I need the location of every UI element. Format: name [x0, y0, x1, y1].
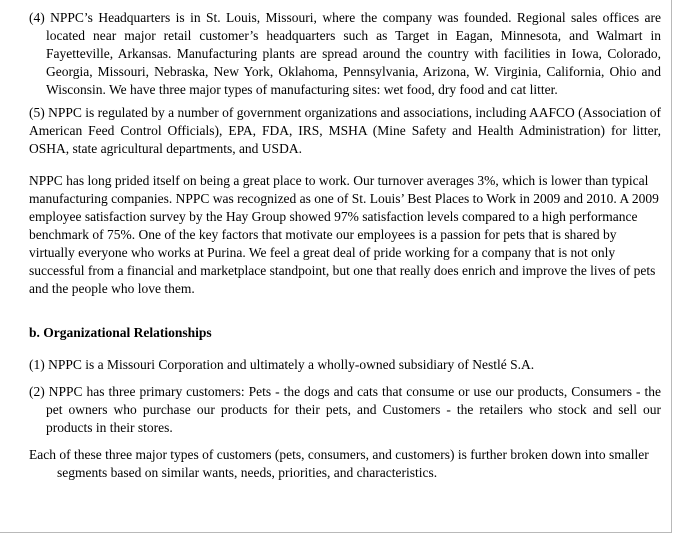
- paragraph-1: [29, 356, 661, 374]
- section-heading-organizational-relationships: b. Organizational Relationships: [29, 325, 212, 340]
- paragraph-2-text: NPPC has three primary customers: Pets - the dogs and cats that consume or use our products, Consumers - the pet owners who purchase our products for their pets, and Customers - the retailers who stock and sell our products in their stores.: [46, 384, 662, 435]
- list-marker-1: (1): [29, 357, 45, 372]
- paragraph-4: [29, 9, 661, 99]
- closing-paragraph: Each of these three major types of customers (pets, consumers, and customers) is further broken down into smaller segments based on similar wants, needs, priorities, and characteristics.: [29, 447, 649, 480]
- paragraph-2: [29, 383, 661, 437]
- paragraph-4-text: NPPC’s Headquarters is in St. Louis, Missouri, where the company was founded. Regional sales offices are located near major retail customer’s headquarters such as Target in Eagan, Minnesota, and Walmart in Fayetteville, Arkansas. Manufacturing plants are spread around the country with facilities in Iowa, Colorado, Georgia, Missouri, Nebraska, New York, Oklahoma, Pennsylvania, Arizona, W. Virginia, California, Ohio and Wisconsin. We have three major types of manufacturing sites: wet food, dry food and cat litter.: [46, 10, 661, 97]
- list-marker-4: (4): [29, 10, 45, 25]
- culture-paragraph: NPPC has long prided itself on being a great place to work. Our turnover averages 3%, which is lower than typical manufacturing companies. NPPC was recognized as one of St. Louis’ Best Places to Work in 2009 and 2010. A 2009 employee satisfaction survey by the Hay Group showed 97% satisfaction levels compared to a high performance benchmark of 75%. One of the key factors that motivate our employees is a passion for pets that is shared by virtually everyone who works at Purina. We feel a great deal of pride working for a company that is not only successful from a financial and marketplace standpoint, but one that really does enrich and improve the lives of pets and the people who love them.: [29, 173, 659, 296]
- paragraph-1-text: NPPC is a Missouri Corporation and ultimately a wholly-owned subsidiary of Nestlé S.A.: [48, 357, 535, 372]
- list-marker-5: (5): [29, 105, 45, 120]
- paragraph-5-text: NPPC is regulated by a number of government organizations and associations, including AAFCO (Association of American Feed Control Officials), EPA, FDA, IRS, MSHA (Mine Safety and Health Administration) for litter, OSHA, state agricultural departments, and USDA.: [29, 105, 662, 156]
- paragraph-5: [29, 104, 661, 158]
- list-marker-2: (2): [29, 384, 45, 399]
